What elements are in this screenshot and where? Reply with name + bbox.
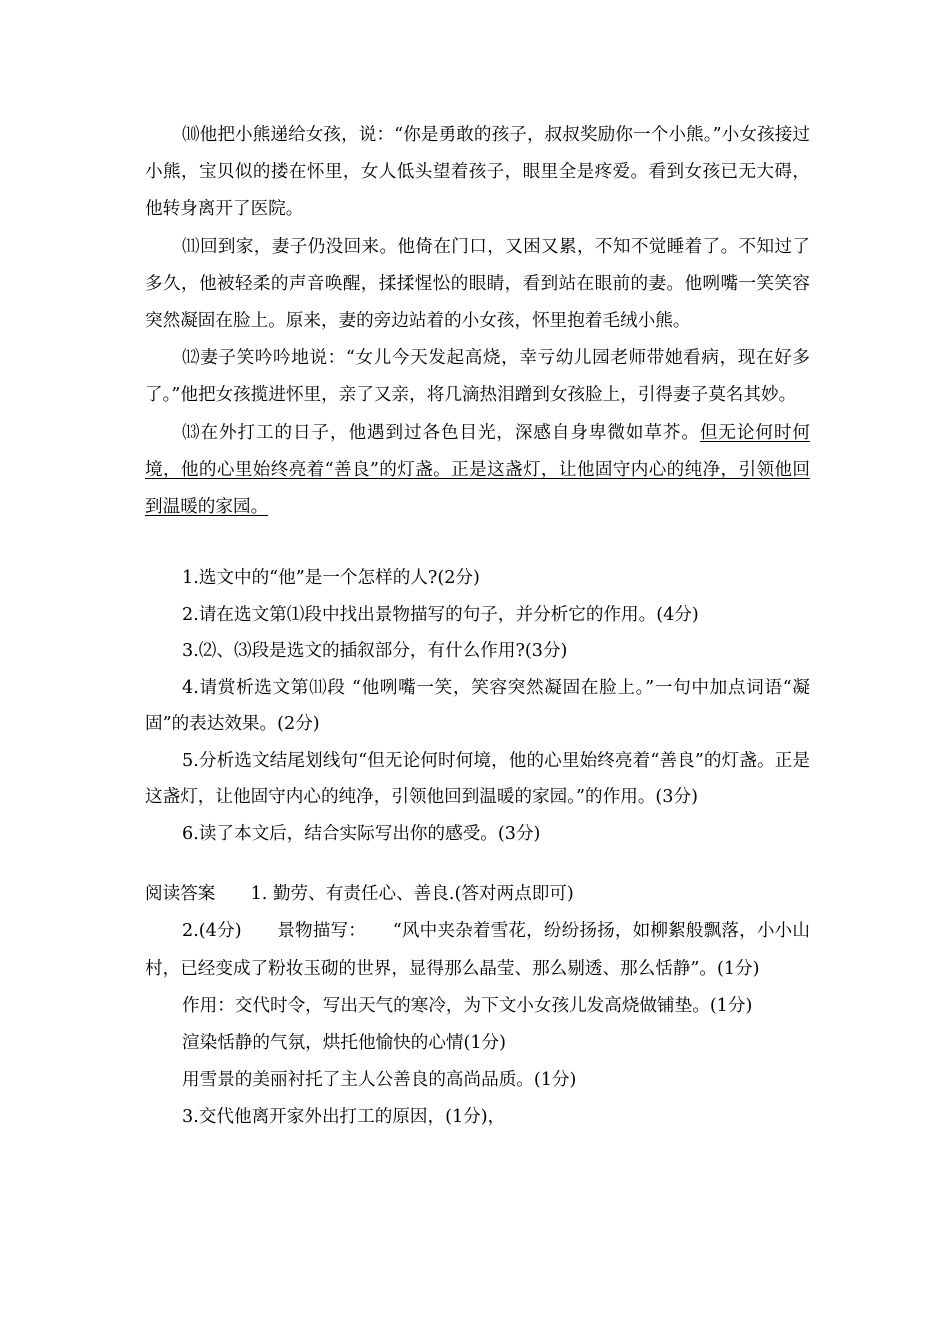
question-list [145, 560, 810, 852]
question-2: 2.请在选文第⑴段中找出景物描写的句子，并分析它的作用。(4分) [182, 604, 699, 625]
question-4: 4.请赏析选文第⑾段 “他咧嘴一笑，笑容突然凝固在脸上。”一句中加点词语“凝固”的表达效果。(2分) [145, 677, 810, 735]
answer-1: 阅读答案 1. 勤劳、有责任心、善良.(答对两点即可) [145, 884, 574, 905]
question-5: 5.分析选文结尾划线句“但无论何时何境，他的心里始终亮着“善良”的灯盏。正是这盏灯，让他固守内心的纯净，引领他回到温暖的家园。”的作用。(3分) [145, 750, 810, 808]
answer-2-effect-3: 用雪景的美丽衬托了主人公善良的高尚品质。(1分) [182, 1070, 577, 1091]
paragraph-12: ⑿妻子笑吟吟地说：“女儿今天发起高烧，幸亏幼儿园老师带她看病，现在好多了。”他把女孩揽进怀里，亲了又亲，将几滴热泪蹭到女孩脸上，引得妻子莫名其妙。 [145, 348, 810, 406]
paragraph-10: ⑽他把小熊递给女孩，说：“你是勇敢的孩子，叔叔奖励你一个小熊。”小女孩接过小熊，宝贝似的搂在怀里，女人低头望着孩子，眼里全是疼爱。看到女孩已无大碍，他转身离开了医院。 [145, 125, 810, 220]
answer-2-effect-1: 作用：交代时令，写出天气的寒冷，为下文小女孩儿发高烧做铺垫。(1分) [182, 995, 753, 1016]
spacer [145, 852, 810, 876]
answer-2: 2.(4分) 景物描写： “风中夹杂着雪花，纷纷扬扬，如柳絮般飘落，小小山村，已经变成了粉妆玉砌的世界，显得那么晶莹、那么剔透、那么恬静”。(1分) [145, 921, 810, 979]
paragraph-13-text: ⒀在外打工的日子，他遇到过各色目光，深感自身卑微如草芥。 [182, 422, 700, 443]
spacer [145, 526, 810, 560]
paragraph-13 [145, 415, 810, 527]
document-page [145, 117, 810, 1137]
question-1: 1.选文中的“他”是一个怎样的人?(2分) [182, 568, 480, 589]
answer-2-effect-2: 渲染恬静的气氛，烘托他愉快的心情(1分) [182, 1033, 507, 1054]
answer-3: 3.交代他离开家外出打工的原因，(1分)， [182, 1107, 506, 1128]
question-6: 6.读了本文后，结合实际写出你的感受。(3分) [182, 823, 541, 844]
underlined-sentence: 但无论何时何境，他的心里始终亮着“善良”的灯盏。正是这盏灯，让他固守内心的纯净，引领他回到温暖的家园。 [145, 422, 810, 518]
question-3: 3.⑵、⑶段是选文的插叙部分，有什么作用?(3分) [182, 641, 568, 662]
paragraph-11: ⑾回到家，妻子仍没回来。他倚在门口，又困又累，不知不觉睡着了。不知过了多久，他被轻柔的声音唤醒，揉揉惺忪的眼睛，看到站在眼前的妻。他咧嘴一笑笑容突然凝固在脸上。原来，妻的旁边站着的小女孩，怀里抱着毛绒小熊。 [145, 236, 810, 332]
answer-section [145, 876, 810, 1136]
